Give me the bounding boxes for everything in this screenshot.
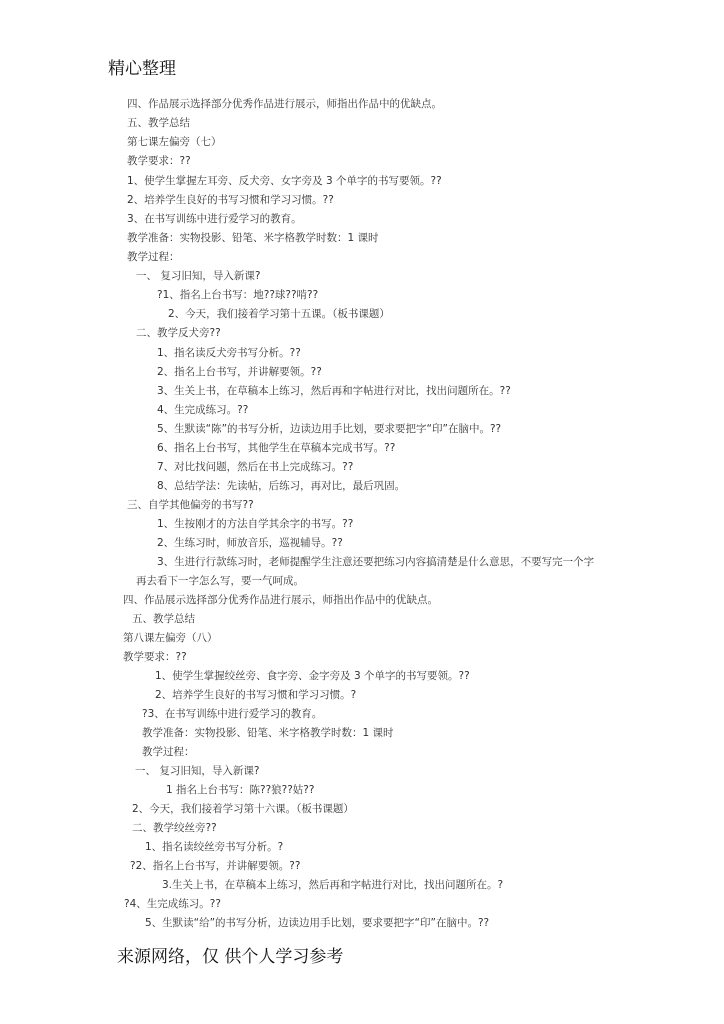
text-line: 教学过程： — [142, 746, 195, 758]
text-line: 2、指名上台书写，并讲解要领。?? — [157, 366, 322, 378]
text-line: 1、指名读反犬旁书写分析。?? — [157, 347, 301, 359]
text-line: 2、培养学生良好的书写习惯和学习习惯。?? — [127, 194, 334, 206]
text-line: 2、培养学生良好的书写习惯和学习习惯。? — [155, 689, 357, 701]
text-line: 3、生进行行款练习时，老师提醒学生注意还要把练习内容搞清楚是什么意思，不要写完一个字 — [157, 556, 595, 568]
text-line: 教学过程： — [127, 251, 180, 263]
text-line: 5、生默读“给”的书写分析，边读边用手比划，要求要把字“印”在脑中。?? — [145, 917, 490, 929]
text-line: 第八课左偏旁（八） — [123, 632, 218, 644]
text-line: 第七课左偏旁（七） — [127, 136, 222, 148]
text-line: 五、教学总结 — [132, 613, 195, 625]
document-header: 精心整理 — [108, 59, 176, 79]
text-line: 二、教学绞丝旁?? — [132, 822, 217, 834]
text-line: 3、生关上书，在草稿本上练习，然后再和字帖进行对比，找出问题所在。?? — [157, 385, 511, 397]
text-line: ?3、在书写训练中进行爱学习的教育。 — [142, 708, 323, 720]
text-line: 3.生关上书，在草稿本上练习，然后再和字帖进行对比，找出问题所在。? — [162, 879, 504, 891]
text-line: 7、对比找问题，然后在书上完成练习。?? — [157, 461, 354, 473]
document-footer: 来源网络，仅 供个人学习参考 — [117, 947, 344, 967]
text-line: 1、使学生掌握绞丝旁、食字旁、金字旁及 3 个单字的书写要领。?? — [155, 670, 470, 682]
text-line: ?2、指名上台书写，并讲解要领。?? — [130, 860, 301, 872]
text-line: 四、作品展示选择部分优秀作品进行展示，师指出作品中的优缺点。 — [123, 594, 438, 606]
text-line: 1、使学生掌握左耳旁、反犬旁、女字旁及 3 个单字的书写要领。?? — [127, 175, 442, 187]
text-line: 再去看下一字怎么写，要一气呵成。 — [136, 575, 304, 587]
text-line: 5、生默读“陈”的书写分析，边读边用手比划，要求要把字“印”在脑中。?? — [157, 423, 502, 435]
text-line: 一、 复习旧知，导入新课? — [136, 270, 261, 282]
text-line: 1、指名读绞丝旁书写分析。? — [145, 841, 284, 853]
text-line: 2、生练习时，师放音乐，巡视辅导。?? — [157, 537, 343, 549]
text-line: 一、 复习旧知，导入新课? — [135, 765, 260, 777]
text-line: 教学准备：实物投影、铅笔、米字格教学时数：1 课时 — [127, 232, 379, 244]
text-line: 1 指名上台书写：陈??狼??姑?? — [166, 784, 315, 796]
text-line: 五、教学总结 — [127, 117, 190, 129]
text-line: 教学要求：?? — [127, 155, 191, 167]
text-line: 三、自学其他偏旁的书写?? — [127, 499, 254, 511]
text-line: 2、今天，我们接着学习第十六课。（板书课题） — [132, 803, 354, 815]
text-line: 3、在书写训练中进行爱学习的教育。 — [127, 213, 302, 225]
text-line: 6、指名上台书写，其他学生在草稿本完成书写。?? — [157, 442, 396, 454]
text-line: 二、教学反犬旁?? — [136, 327, 221, 339]
text-line: 2、今天，我们接着学习第十五课。（板书课题） — [168, 308, 390, 320]
text-line: 1、生按刚才的方法自学其余字的书写。?? — [157, 518, 354, 530]
text-line: 4、生完成练习。?? — [157, 404, 249, 416]
text-line: 四、作品展示选择部分优秀作品进行展示，师指出作品中的优缺点。 — [127, 98, 442, 110]
text-line: ?4、生完成练习。?? — [124, 898, 221, 910]
text-line: 教学准备：实物投影、铅笔、米字格教学时数：1 课时 — [142, 727, 394, 739]
text-line: 8、总结学法：先读帖，后练习，再对比，最后巩固。 — [157, 480, 406, 492]
text-line: ?1、指名上台书写：地??球??啃?? — [157, 289, 319, 301]
text-line: 教学要求：?? — [123, 651, 187, 663]
